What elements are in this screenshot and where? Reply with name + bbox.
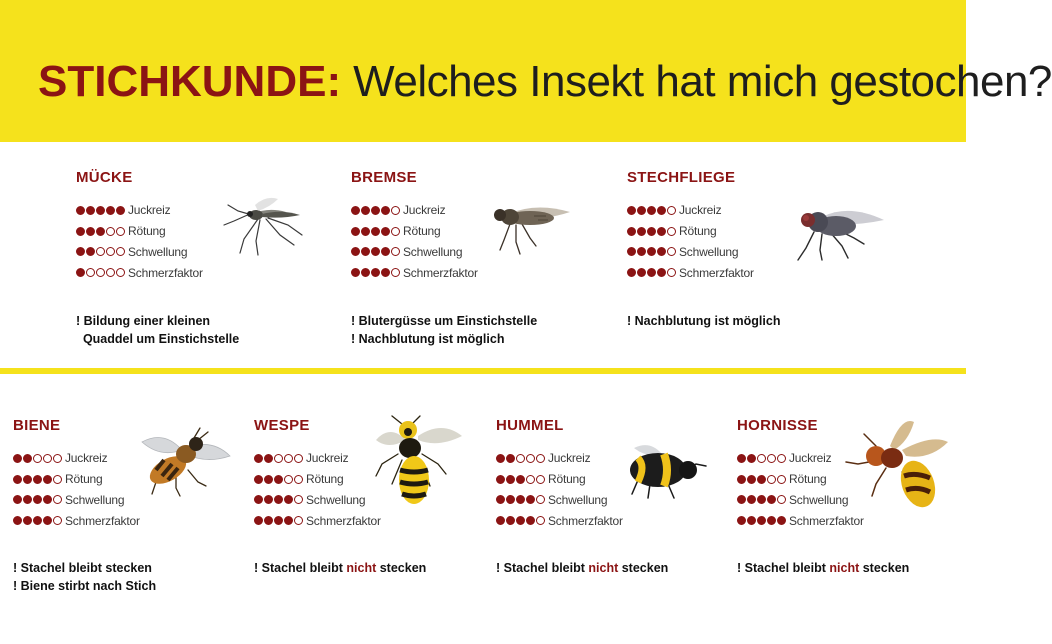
rating-dot-empty [294, 495, 303, 504]
note-line [254, 559, 426, 577]
rating-dot-filled [96, 227, 105, 236]
rating-dot-filled [496, 475, 505, 484]
rating-dot-filled [496, 495, 505, 504]
rating-dot-empty [767, 475, 776, 484]
rating-dot-filled [637, 227, 646, 236]
rating-dot-empty [274, 454, 283, 463]
rating-dot-filled [737, 475, 746, 484]
note-text: ! Biene stirbt nach Stich [13, 579, 157, 593]
rating-dot-empty [116, 247, 125, 256]
rating-dot-filled [106, 206, 115, 215]
rating-dot-filled [33, 495, 42, 504]
rating-dots [496, 516, 545, 525]
rating-dot-filled [657, 227, 666, 236]
rating-dot-empty [116, 268, 125, 277]
rating-dot-empty [391, 227, 400, 236]
rating-dot-filled [254, 516, 263, 525]
bee-icon [136, 424, 232, 500]
rating-label: Schmerzfaktor [789, 513, 864, 528]
rating-dot-empty [43, 454, 52, 463]
note-block-stechfliege [627, 312, 780, 330]
rating-label: Schmerzfaktor [65, 513, 140, 528]
note-line [13, 577, 156, 595]
rating-dot-empty [667, 206, 676, 215]
note-highlight: nicht [588, 561, 619, 575]
rating-dot-filled [86, 227, 95, 236]
rating-dot-empty [53, 495, 62, 504]
rating-dots [627, 268, 676, 277]
rating-row [13, 510, 253, 531]
rating-label: Schmerzfaktor [306, 513, 381, 528]
rating-label: Schwellung [306, 492, 366, 507]
insect-name: WESPE [254, 417, 310, 434]
rating-label: Juckreiz [403, 203, 446, 218]
rating-dot-empty [106, 268, 115, 277]
rating-dots [737, 454, 786, 463]
rating-dot-filled [747, 475, 756, 484]
rating-dot-filled [627, 268, 636, 277]
rating-dot-filled [254, 454, 263, 463]
rating-dots [254, 516, 303, 525]
rating-dot-filled [361, 268, 370, 277]
rating-dot-filled [33, 516, 42, 525]
rating-dot-filled [371, 247, 380, 256]
rating-dot-filled [13, 516, 22, 525]
rating-dot-empty [294, 516, 303, 525]
rating-label: Schmerzfaktor [403, 265, 478, 280]
rating-label: Schmerzfaktor [548, 513, 623, 528]
rating-label: Rötung [403, 224, 441, 239]
note-text: stecken [859, 561, 910, 575]
note-block-wespe [254, 559, 426, 577]
rating-dot-empty [53, 454, 62, 463]
rating-dot-filled [43, 516, 52, 525]
rating-dot-filled [737, 495, 746, 504]
rating-label: Schwellung [128, 244, 188, 259]
rating-label: Schwellung [789, 492, 849, 507]
rating-dot-filled [526, 495, 535, 504]
note-line [76, 312, 239, 330]
rating-label: Juckreiz [306, 451, 349, 466]
rating-dot-filled [23, 495, 32, 504]
rating-label: Juckreiz [548, 451, 591, 466]
rating-dot-filled [264, 454, 273, 463]
rating-dot-filled [506, 475, 515, 484]
rating-dots [627, 247, 676, 256]
rating-row [254, 510, 494, 531]
rating-dot-empty [284, 475, 293, 484]
note-text: ! Blutergüsse um Einstichstelle [351, 314, 538, 328]
rating-dot-empty [667, 268, 676, 277]
section-divider [0, 368, 966, 374]
rating-dot-empty [777, 475, 786, 484]
rating-dot-filled [757, 495, 766, 504]
note-line [13, 559, 156, 577]
bumblebee-icon [624, 440, 708, 502]
rating-dot-empty [391, 247, 400, 256]
rating-label: Rötung [548, 472, 586, 487]
rating-dot-empty [53, 516, 62, 525]
rating-dot-filled [767, 495, 776, 504]
rating-dot-filled [381, 247, 390, 256]
note-text: ! Nachblutung ist möglich [627, 314, 781, 328]
rating-dot-filled [264, 475, 273, 484]
rating-dot-filled [264, 495, 273, 504]
rating-dots [76, 268, 125, 277]
rating-dots [351, 206, 400, 215]
note-block-hummel [496, 559, 668, 577]
rating-dot-empty [536, 495, 545, 504]
note-line [351, 312, 537, 330]
rating-dot-filled [13, 454, 22, 463]
mosquito-icon [222, 195, 308, 257]
rating-label: Rötung [65, 472, 103, 487]
note-text: ! Nachblutung ist möglich [351, 332, 505, 346]
note-line [76, 330, 239, 348]
rating-dot-filled [284, 495, 293, 504]
rating-dot-filled [43, 495, 52, 504]
rating-dot-empty [294, 454, 303, 463]
rating-dot-filled [254, 495, 263, 504]
rating-dot-filled [13, 475, 22, 484]
rating-dot-filled [23, 475, 32, 484]
rating-dot-filled [637, 268, 646, 277]
rating-dot-filled [496, 454, 505, 463]
header-banner [0, 0, 1052, 142]
rating-row [737, 510, 977, 531]
rating-dots [13, 516, 62, 525]
rating-dot-filled [647, 247, 656, 256]
rating-dot-empty [526, 454, 535, 463]
rating-dot-empty [757, 454, 766, 463]
rating-dot-filled [274, 495, 283, 504]
rating-dot-filled [496, 516, 505, 525]
insect-name: STECHFLIEGE [627, 169, 736, 186]
rating-dot-empty [526, 475, 535, 484]
rating-dot-empty [667, 227, 676, 236]
stable-fly-icon [794, 202, 886, 264]
rating-dots [13, 454, 62, 463]
rating-dots [496, 454, 545, 463]
rating-dot-empty [284, 454, 293, 463]
insect-name: HORNISSE [737, 417, 818, 434]
rating-dot-filled [284, 516, 293, 525]
rating-dot-filled [361, 227, 370, 236]
rating-dots [351, 247, 400, 256]
rating-label: Juckreiz [789, 451, 832, 466]
rating-dot-filled [506, 495, 515, 504]
insect-name: BIENE [13, 417, 61, 434]
rating-dot-filled [526, 516, 535, 525]
rating-dot-empty [536, 516, 545, 525]
note-text: ! Stachel bleibt [496, 561, 589, 575]
rating-dot-filled [381, 227, 390, 236]
wasp-icon [372, 414, 464, 512]
rating-dot-empty [106, 247, 115, 256]
rating-dots [76, 227, 125, 236]
note-text: stecken [376, 561, 427, 575]
rating-dot-filled [274, 516, 283, 525]
note-block-muecke [76, 312, 239, 348]
note-text: ! Stachel bleibt [254, 561, 347, 575]
note-text: Quaddel um Einstichstelle [76, 332, 240, 346]
rating-dot-filled [371, 227, 380, 236]
note-text: ! Stachel bleibt stecken [13, 561, 152, 575]
rating-dots [496, 495, 545, 504]
title-subtitle: Welches Insekt hat mich gestochen? [353, 57, 1052, 106]
rating-dot-empty [667, 247, 676, 256]
rating-label: Schwellung [548, 492, 608, 507]
rating-dot-filled [361, 206, 370, 215]
note-text: ! Stachel bleibt [737, 561, 830, 575]
rating-dot-filled [23, 454, 32, 463]
rating-dot-filled [657, 206, 666, 215]
rating-label: Juckreiz [128, 203, 171, 218]
rating-dot-filled [757, 475, 766, 484]
note-text: stecken [618, 561, 669, 575]
rating-dot-empty [33, 454, 42, 463]
rating-dot-filled [627, 227, 636, 236]
rating-dot-filled [637, 247, 646, 256]
rating-dot-filled [627, 206, 636, 215]
note-block-bremse [351, 312, 537, 348]
rating-dot-filled [33, 475, 42, 484]
rating-dot-filled [76, 247, 85, 256]
rating-dot-empty [116, 227, 125, 236]
rating-label: Schwellung [679, 244, 739, 259]
rating-dot-filled [747, 516, 756, 525]
rating-dot-empty [391, 206, 400, 215]
rating-label: Rötung [789, 472, 827, 487]
rating-dot-filled [747, 454, 756, 463]
rating-dots [737, 475, 786, 484]
rating-dots [627, 227, 676, 236]
rating-dot-empty [536, 475, 545, 484]
rating-dot-filled [361, 247, 370, 256]
rating-label: Schwellung [403, 244, 463, 259]
rating-dot-filled [274, 475, 283, 484]
rating-dot-filled [516, 475, 525, 484]
rating-dot-filled [777, 516, 786, 525]
rating-dot-filled [627, 247, 636, 256]
insect-name: BREMSE [351, 169, 417, 186]
rating-label: Schwellung [65, 492, 125, 507]
rating-dots [351, 268, 400, 277]
rating-label: Juckreiz [679, 203, 722, 218]
rating-dots [76, 247, 125, 256]
rating-label: Schmerzfaktor [679, 265, 754, 280]
rating-dot-filled [657, 268, 666, 277]
note-block-biene [13, 559, 156, 595]
insect-name: HUMMEL [496, 417, 564, 434]
rating-dots [254, 454, 303, 463]
horsefly-icon [486, 198, 574, 260]
rating-dot-filled [86, 247, 95, 256]
rating-label: Rötung [306, 472, 344, 487]
rating-row [351, 262, 591, 283]
rating-dots [737, 495, 786, 504]
rating-dots [254, 495, 303, 504]
rating-label: Rötung [128, 224, 166, 239]
rating-dot-filled [381, 206, 390, 215]
rating-dot-filled [351, 268, 360, 277]
rating-dots [76, 206, 125, 215]
rating-dot-empty [767, 454, 776, 463]
note-text: ! Bildung einer kleinen [76, 314, 211, 328]
rating-dots [627, 206, 676, 215]
rating-label: Rötung [679, 224, 717, 239]
rating-dot-filled [747, 495, 756, 504]
rating-dot-filled [13, 495, 22, 504]
rating-dot-empty [53, 475, 62, 484]
rating-dot-filled [767, 516, 776, 525]
rating-dot-filled [351, 247, 360, 256]
rating-dot-empty [86, 268, 95, 277]
note-line [496, 559, 668, 577]
rating-dot-filled [76, 268, 85, 277]
rating-dot-empty [106, 227, 115, 236]
rating-dot-filled [516, 516, 525, 525]
rating-dot-filled [43, 475, 52, 484]
note-highlight: nicht [829, 561, 860, 575]
rating-row [496, 510, 736, 531]
rating-dot-filled [506, 454, 515, 463]
rating-row [627, 262, 867, 283]
rating-dot-filled [371, 206, 380, 215]
title-keyword: STICHKUNDE: [38, 57, 342, 106]
rating-dot-filled [516, 495, 525, 504]
rating-dot-empty [294, 475, 303, 484]
rating-dot-empty [777, 495, 786, 504]
rating-label: Schmerzfaktor [128, 265, 203, 280]
note-highlight: nicht [346, 561, 377, 575]
page-title [38, 57, 1052, 106]
rating-dot-filled [116, 206, 125, 215]
rating-dot-filled [76, 206, 85, 215]
rating-dot-filled [254, 475, 263, 484]
note-line [627, 312, 780, 330]
rating-dot-empty [516, 454, 525, 463]
rating-dot-filled [737, 516, 746, 525]
rating-dot-filled [86, 206, 95, 215]
rating-dot-filled [371, 268, 380, 277]
rating-row [76, 262, 316, 283]
rating-dot-empty [96, 247, 105, 256]
rating-dot-empty [391, 268, 400, 277]
rating-label: Juckreiz [65, 451, 108, 466]
rating-dot-filled [351, 206, 360, 215]
rating-dots [254, 475, 303, 484]
rating-dots [737, 516, 786, 525]
rating-dots [496, 475, 545, 484]
rating-dot-empty [777, 454, 786, 463]
rating-dot-filled [647, 227, 656, 236]
rating-dot-filled [23, 516, 32, 525]
rating-dots [13, 495, 62, 504]
rating-dot-empty [536, 454, 545, 463]
rating-dot-filled [506, 516, 515, 525]
rating-dot-filled [264, 516, 273, 525]
rating-dots [13, 475, 62, 484]
rating-dot-filled [757, 516, 766, 525]
rating-dot-filled [647, 268, 656, 277]
rating-dot-filled [76, 227, 85, 236]
rating-dot-filled [637, 206, 646, 215]
rating-dot-filled [657, 247, 666, 256]
rating-dot-empty [96, 268, 105, 277]
insect-name: MÜCKE [76, 169, 133, 186]
hornet-icon [846, 416, 950, 512]
rating-dot-filled [96, 206, 105, 215]
note-line [351, 330, 537, 348]
rating-dot-filled [381, 268, 390, 277]
rating-dot-filled [737, 454, 746, 463]
rating-dot-filled [647, 206, 656, 215]
note-line [737, 559, 909, 577]
rating-dots [351, 227, 400, 236]
note-block-hornisse [737, 559, 909, 577]
rating-dot-filled [351, 227, 360, 236]
